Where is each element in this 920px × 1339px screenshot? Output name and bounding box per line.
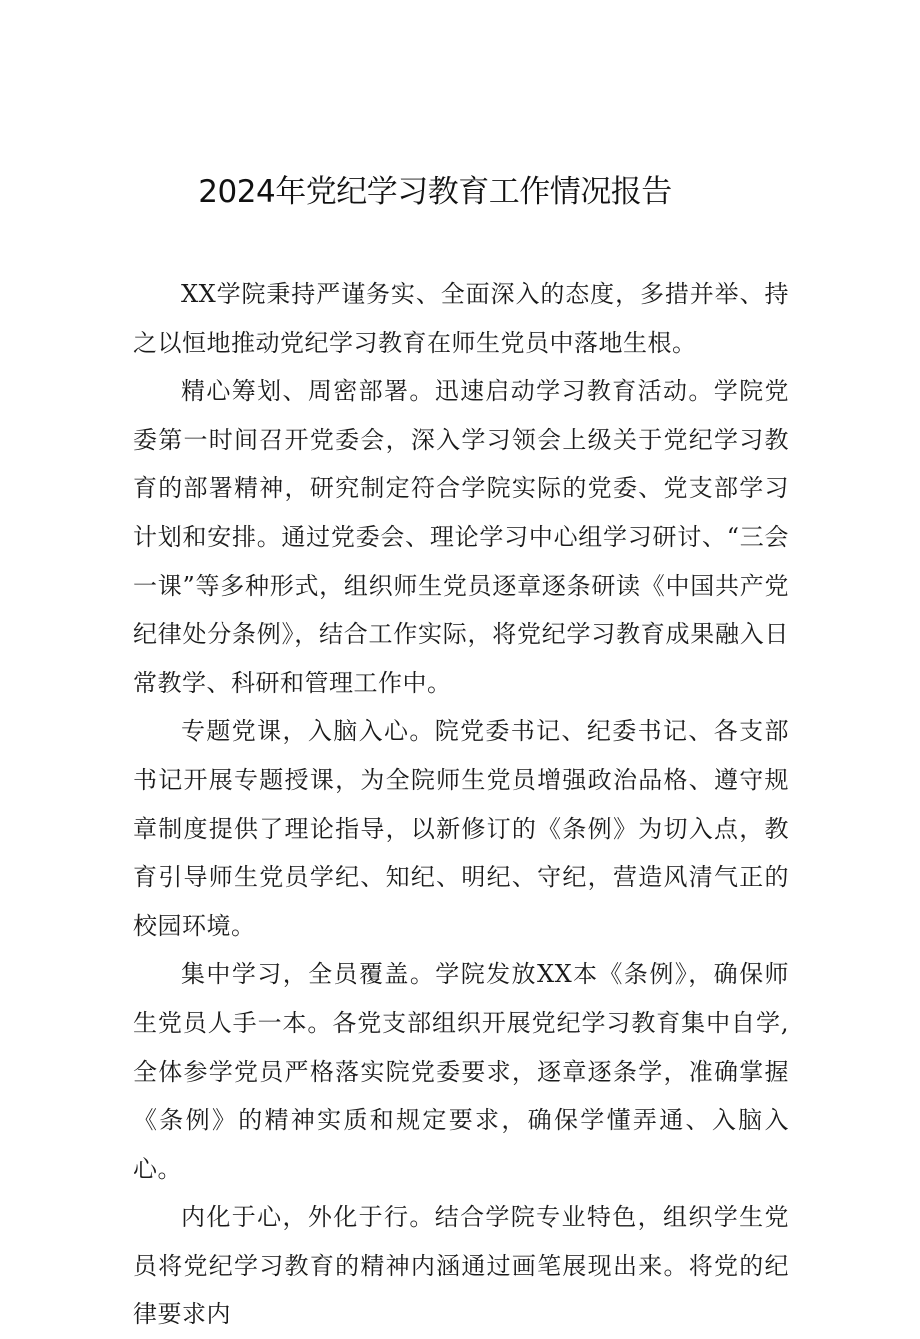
paragraph-collective-study: 集中学习，全员覆盖。学院发放XX本《条例》，确保师生党员人手一本。各党支部组织开展党纪学习教育集中自学,全体参学党员严格落实院党委要求，逐章逐条学，准确掌握《条例》的精神实质和规定要求，确保学懂弄通、入脑入心。 xyxy=(133,960,789,1183)
paragraph-planning: 精心筹划、周密部署。迅速启动学习教育活动。学院党委第一时间召开党委会，深入学习领会上级关于党纪学习教育的部署精神，研究制定符合学院实际的党委、党支部学习计划和安排。通过党委会、理论学习中心组学习研讨、“三会一课”等多种形式，组织师生党员逐章逐条研读《中国共产党纪律处分条例》，结合工作实际，将党纪学习教育成果融入日常教学、科研和管理工作中。 xyxy=(133,377,789,697)
paragraph-party-lecture: 专题党课，入脑入心。院党委书记、纪委书记、各支部书记开展专题授课，为全院师生党员增强政治品格、遵守规章制度提供了理论指导，以新修订的《条例》为切入点，教育引导师生党员学纪、知纪、明纪、守纪，营造风清气正的校园环境。 xyxy=(133,717,789,940)
document-body xyxy=(133,270,789,1339)
paragraph-intro: XX学院秉持严谨务实、全面深入的态度，多措并举、持之以恒地推动党纪学习教育在师生党员中落地生根。 xyxy=(133,280,789,357)
paragraph-internalize: 内化于心，外化于行。结合学院专业特色，组织学生党员将党纪学习教育的精神内涵通过画笔展现出来。将党的纪律要求内 xyxy=(133,1203,789,1329)
document-title: 2024年党纪学习教育工作情况报告 xyxy=(198,174,672,210)
